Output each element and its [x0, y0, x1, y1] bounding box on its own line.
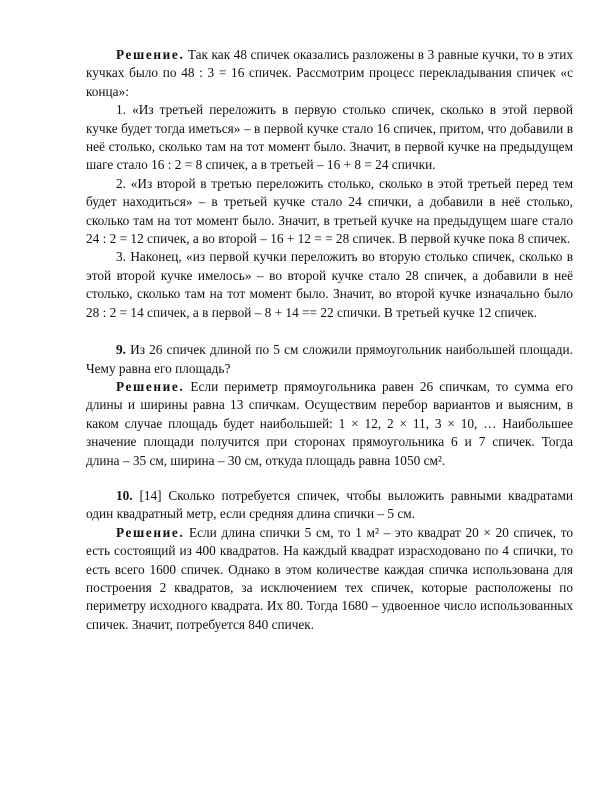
- problem-9-statement: [86, 341, 573, 378]
- problem-10-number: 10.: [116, 487, 133, 503]
- solution-step-3: 3. Наконец, «из первой кучки переложить во вторую столько спичек, сколько в этой второй кучке имелось» – во второй кучке стало 28 спичек, а добавили в неё столько, сколько там на тот момент было. Значит, во второй кучке изначально было 28 : 2 = 14 спичек, а в первой – 8 + 14 == 22 спички. В третьей кучке 12 спичек.: [86, 249, 573, 320]
- solution-label: Решение.: [116, 524, 185, 540]
- solution-intro-text: Так как 48 спичек оказались разложены в 3 равные кучки, то в этих кучках было по 48 : 3 = 16 спичек. Рассмотрим процесс перекладывания спичек «с конца»:: [86, 47, 573, 99]
- problem-10-text: [14] Сколько потребуется спичек, чтобы выложить равными квадратами один квадратный метр, если средняя длина спички – 5 см.: [86, 487, 573, 522]
- solution-step-1: 1. «Из третьей переложить в первую столько спичек, сколько в этой первой кучке будет тогда иметься» – в первой кучке стало 16 спичек, притом, что добавили в неё столько, сколько там на тот момент было. Значит, в первой кучке на предыдущем шаге стало 16 : 2 = 8 спичек, а в третьей – 16 + 8 = 24 спички.: [86, 102, 573, 173]
- section-gap: [86, 322, 573, 341]
- document-page: [86, 46, 573, 634]
- problem-9-text: Из 26 спичек длиной по 5 см сложили прямоугольник наибольшей площади. Чему равна его площадь?: [86, 342, 573, 376]
- problem-9-solution: [86, 378, 573, 470]
- problem-9-number: 9.: [116, 342, 126, 358]
- problem-9-solution-text: Если периметр прямоугольника равен 26 спичкам, то сумма его длины и ширины равна 13 спичкам. Осуществим перебор вариантов и выясним, в каком случае площадь будет наибольшей: 1 × 12, 2 × 11, 3 × 10, … Наибольшее значение площади получится при сторонах прямоугольника 6 и 7 спичек. Тогда длина – 35 см, ширина – 30 см, откуда площадь равна 1050 см².: [86, 378, 573, 468]
- problem-10-solution-text: Если длина спички 5 см, то 1 м² – это квадрат 20 × 20 спичек, то есть состоящий из 400 квадратов. На каждый квадрат израсходовано по 4 спички, то есть всего 1600 спичек. Однако в этом количестве каждая спичка использована для построения 2 квадратов, за исключением тех спичек, которые расположены по периметру исходного квадрата. Их 80. Тогда 1680 – удвоенное число использованных спичек. Значит, потребуется 840 спичек.: [86, 524, 574, 632]
- solution-step-2: 2. «Из второй в третью переложить столько, сколько в этой третьей перед тем будет находиться» – в третьей кучке стало 24 спички, а добавили в неё столько, сколько там на тот момент было. Значит, в третьей кучке на предыдущем шаге стало 24 : 2 = 12 спичек, а во второй – 16 + 12 = = 28 спичек. В первой кучке пока 8 спичек.: [86, 175, 573, 247]
- solution-label: Решение.: [116, 378, 185, 394]
- solution-intro-paragraph: [86, 46, 573, 101]
- problem-10-solution: [86, 524, 573, 634]
- problem-10-statement: [86, 487, 573, 524]
- solution-label: Решение.: [116, 47, 185, 62]
- section-gap: [86, 470, 573, 487]
